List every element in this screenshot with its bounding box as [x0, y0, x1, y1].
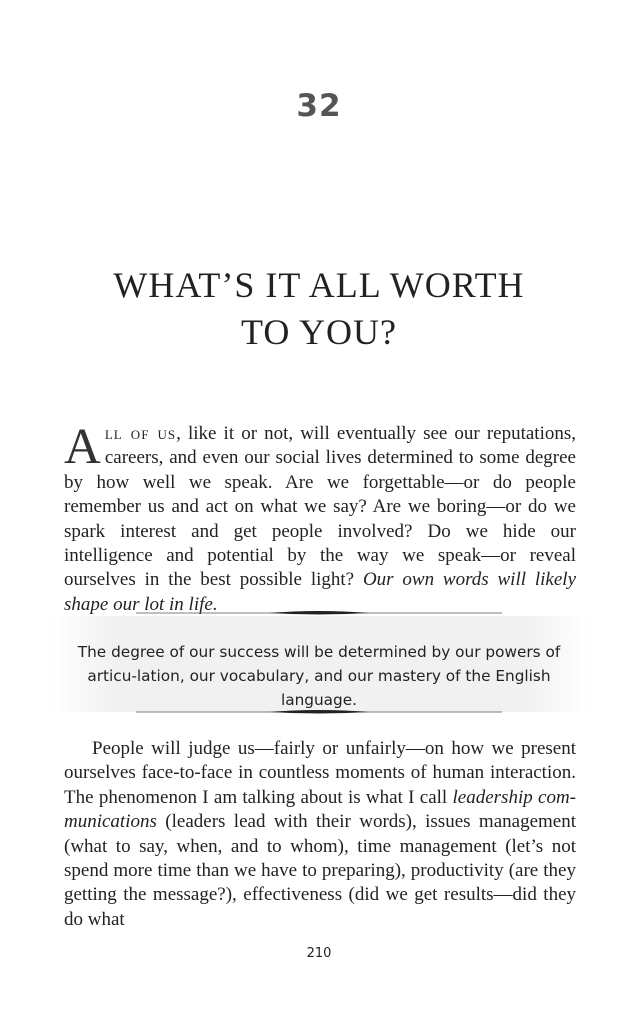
small-caps-lead: ll of us	[104, 423, 177, 444]
paragraph-text-before: People will judge us—fairly or unfairly—on how we present ourselves face-to-face in countless moments of human interaction. The phenomenon I am talking about is what I call	[64, 738, 576, 808]
second-paragraph	[64, 737, 576, 932]
chapter-title-line-2: TO YOU?	[241, 312, 397, 352]
paragraph-text: , like it or not, will eventually see our reputations, careers, and even our social lives determined to some degree by how well we speak. Are we forgettable—or do people remember us and act on what we say? Are we boring—or do we spark interest and get people involved? Do we hide our intelligence and potential by the way we speak—or reveal ourselves in the best possible light?	[64, 423, 577, 591]
italic-term: leadership com-munications	[64, 786, 577, 833]
chapter-number: 32	[296, 88, 342, 124]
pullquote-bottom-rule	[136, 708, 502, 716]
pullquote: The degree of our success will be determined by our powers of articu-lation, our vocabulary, and our mastery of the English language.	[77, 643, 561, 709]
paragraph-text-after: (leaders lead with their words), issues management (what to say, when, and to whom), time management (let’s not spend more time than we have to preparing), productivity (are they getting the message?), effectiveness (did we get results—did they do what	[64, 811, 576, 930]
drop-cap: A	[64, 419, 101, 475]
opening-paragraph	[64, 419, 577, 617]
italic-sentence: Our own words will likely shape our lot in life.	[64, 569, 576, 615]
page-number: 210	[306, 946, 332, 961]
chapter-title-line-1: WHAT’S IT ALL WORTH	[113, 265, 525, 305]
chapter-title	[0, 262, 638, 356]
